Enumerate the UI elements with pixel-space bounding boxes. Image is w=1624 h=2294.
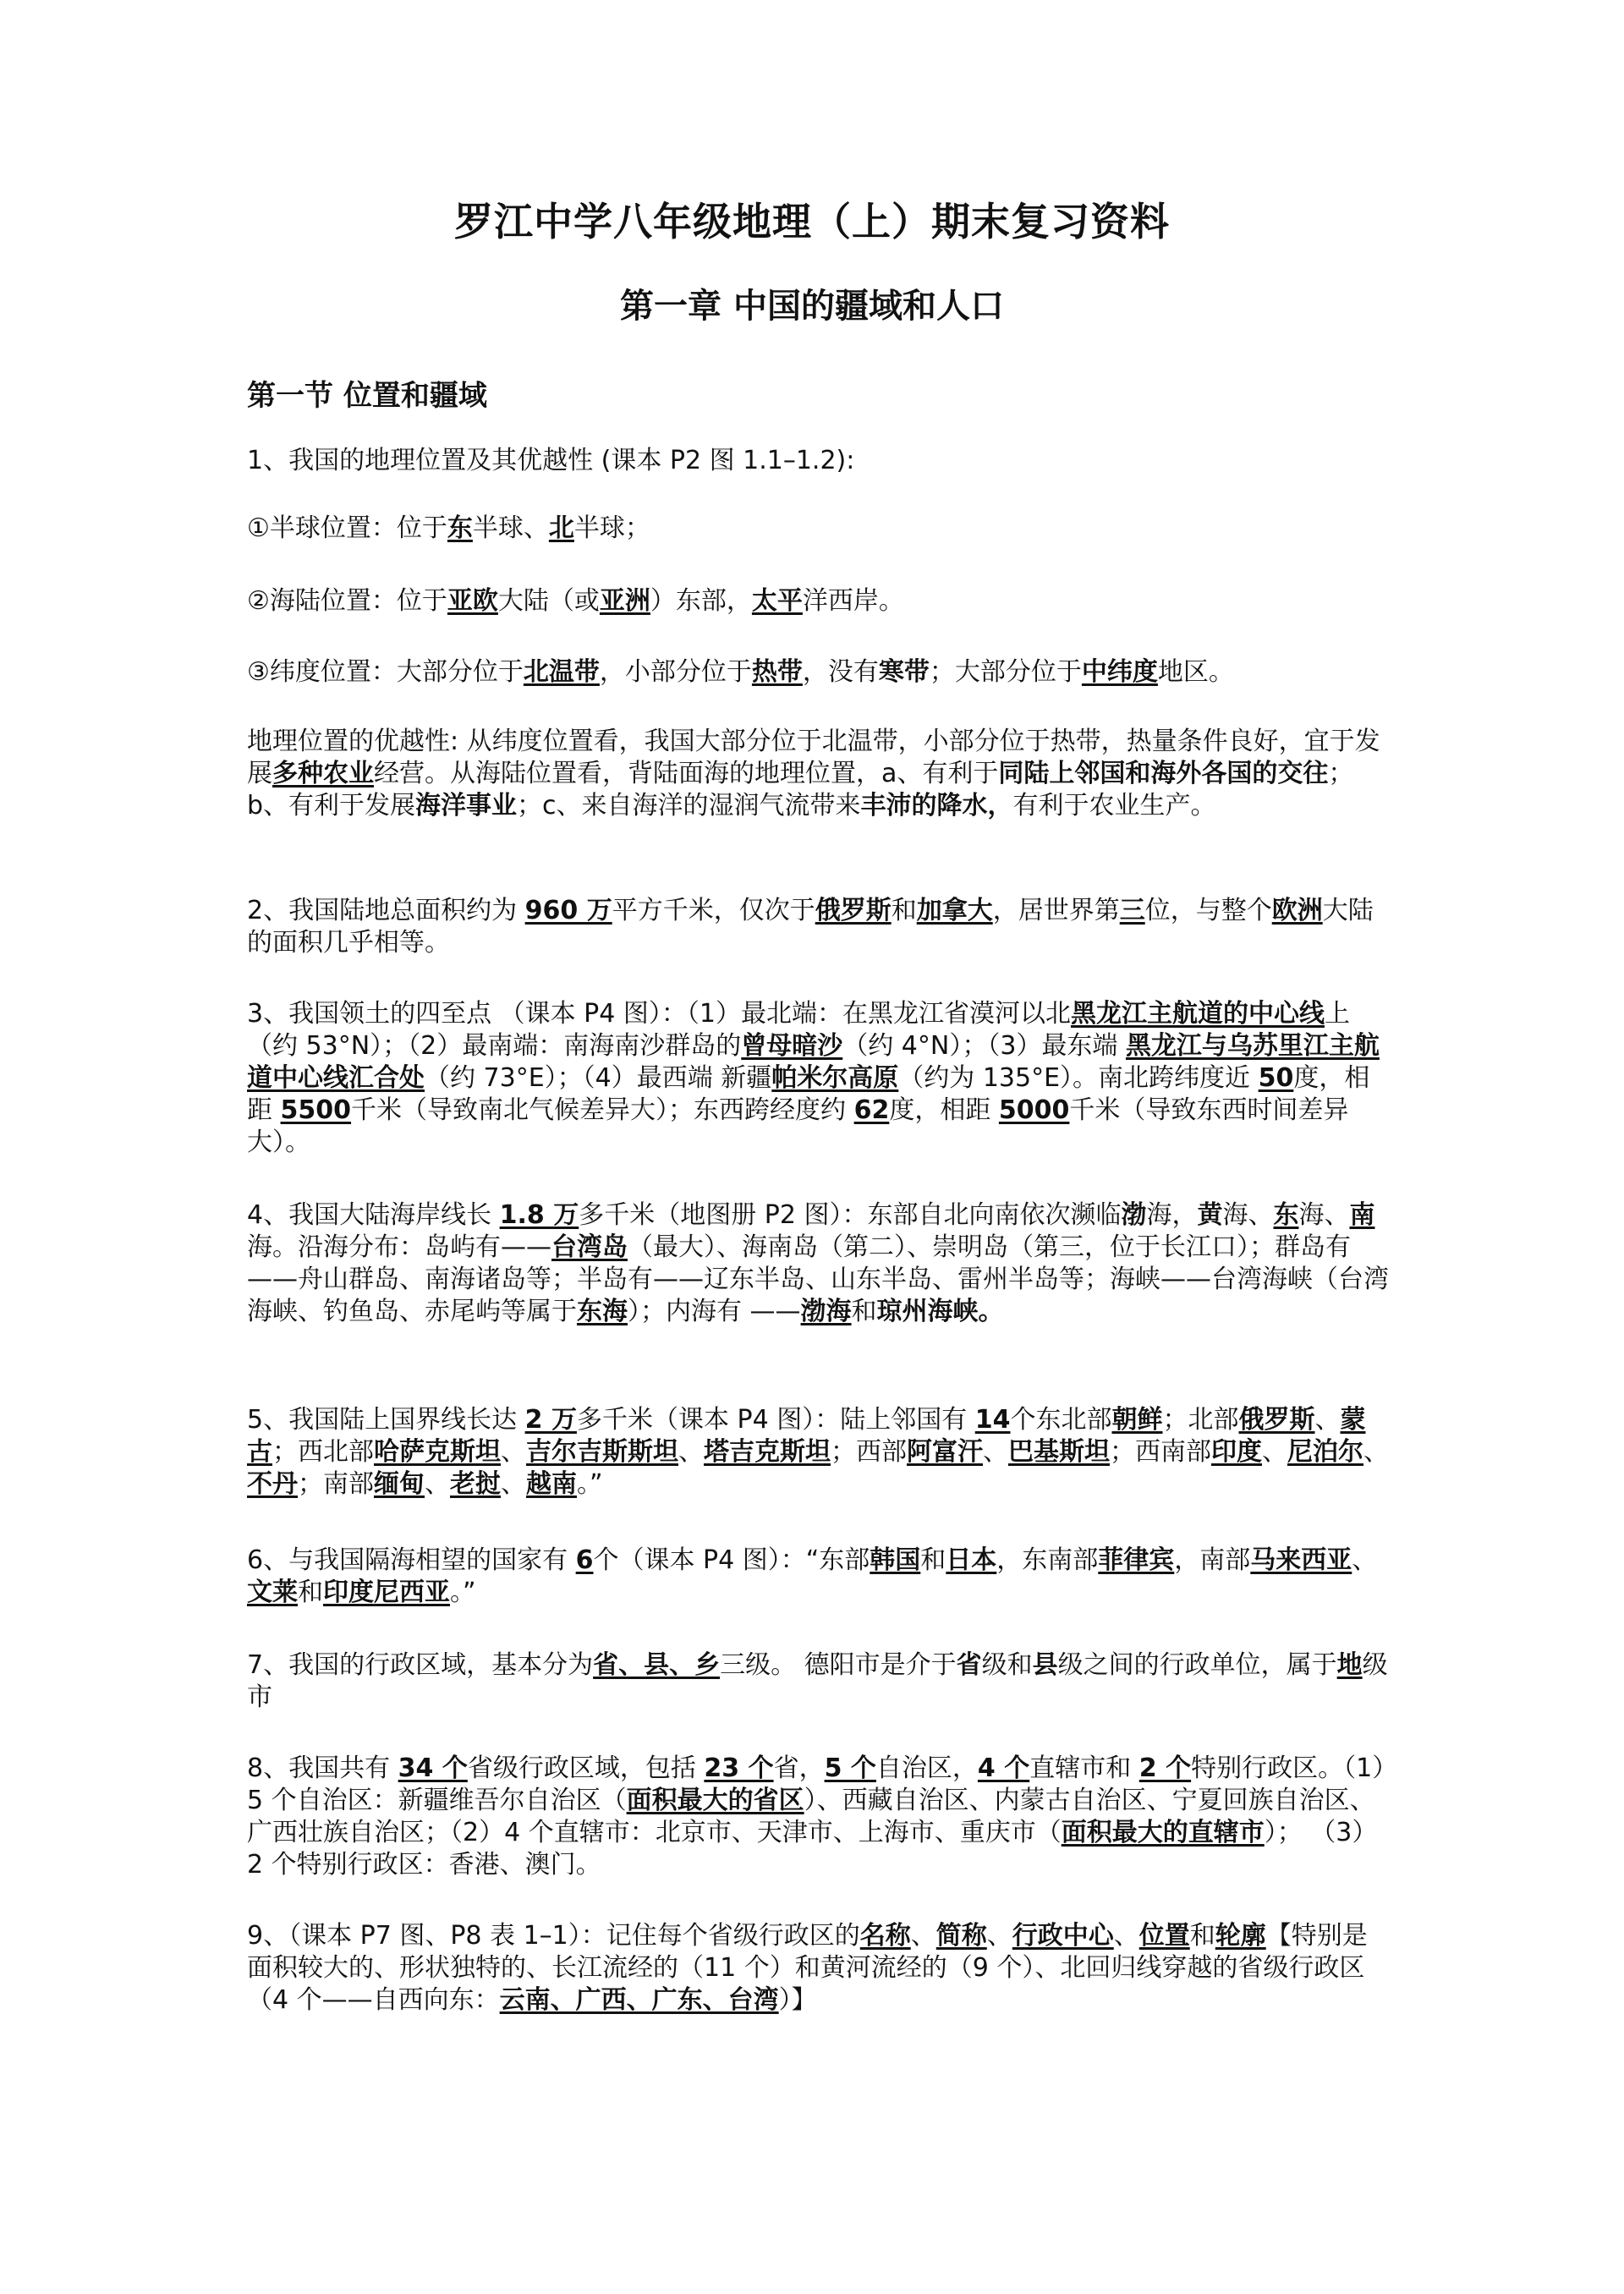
emphasized-term: 尼泊尔 <box>1287 1437 1363 1467</box>
paragraph-3 <box>247 585 1391 617</box>
text-run: 特别行政区。（1）5 个自治区：新疆维吾尔自治区（ <box>247 1753 1385 1815</box>
emphasized-term: 不丹 <box>247 1469 298 1499</box>
emphasized-term: 5 个 <box>824 1753 876 1783</box>
text-run: ，东南部 <box>996 1545 1099 1575</box>
text-run: ；b、有利于发展 <box>247 759 1354 820</box>
text-run: （最大）、海南岛（第二）、崇明岛（第三，位于长江口）；群岛有——舟山群岛、南海诸岛等；半岛有——辽东半岛、山东半岛、雷州半岛等；海峡——台湾海峡（台湾海峡、钓鱼岛、赤尾屿等属于 <box>247 1232 1389 1326</box>
text-run: 经营。从海陆位置看，背陆面海的地理位置，a、有利于 <box>374 759 999 788</box>
emphasized-term: 地 <box>1336 1650 1363 1680</box>
text-run: 上（约 53°N）；（2）最南端：南海南沙群岛的 <box>247 999 1350 1061</box>
emphasized-term: 蒙古 <box>247 1405 1366 1467</box>
text-run: 和 <box>298 1578 323 1607</box>
emphasized-term: 960 万 <box>524 896 612 925</box>
emphasized-term: 帕米尔高原 <box>771 1063 899 1093</box>
emphasized-term: 渤 <box>1121 1200 1147 1230</box>
text-run: 地区。 <box>1157 657 1234 687</box>
text-run: 直辖市和 <box>1029 1753 1139 1783</box>
paragraph-12 <box>247 1753 1391 1881</box>
text-run: 、 <box>501 1437 526 1467</box>
emphasized-term: 34 个 <box>398 1753 468 1783</box>
paragraph-2 <box>247 513 1391 545</box>
text-run: 半球； <box>573 513 650 543</box>
text-run: 。” <box>577 1469 603 1499</box>
emphasized-term: 2 个 <box>1138 1753 1192 1783</box>
emphasized-term: 印度 <box>1211 1437 1262 1467</box>
emphasized-term: 黑龙江主航道的中心线 <box>1070 999 1325 1029</box>
text-run: 、 <box>425 1469 450 1499</box>
text-run: （约 4°N）；（3）最东端 <box>842 1031 1126 1061</box>
paragraph-13 <box>247 1920 1391 2017</box>
text-run: 千米（导致南北气候差异大）；东西跨经度约 <box>351 1095 854 1125</box>
text-run: ；西南部 <box>1110 1437 1211 1467</box>
emphasized-term: 马来西亚 <box>1250 1545 1352 1575</box>
text-run: 、 <box>501 1469 526 1499</box>
text-run: 和 <box>1189 1921 1215 1951</box>
text-run: ）；内海有 —— <box>628 1297 801 1326</box>
text-run: 地理位置的优越性: 从纬度位置看，我国大部分位于北温带，小部分位于热带，热量条件良好，宜于发展 <box>247 727 1380 788</box>
text-run: 度，相距 <box>889 1095 999 1125</box>
emphasized-term: 老挝 <box>450 1469 501 1499</box>
text-run: 、 <box>910 1921 936 1951</box>
emphasized-term: 北温带 <box>523 657 600 687</box>
paragraph-10 <box>247 1545 1391 1609</box>
text-run: 洋西岸。 <box>802 586 904 616</box>
emphasized-term: 东 <box>447 513 473 543</box>
emphasized-term: 亚洲 <box>599 586 650 616</box>
emphasized-term: 太平 <box>751 586 803 616</box>
text-run: 千米（导致东西时间差异大）。 <box>247 1095 1349 1157</box>
text-run: （约 73°E）；（4）最西端 新疆 <box>425 1063 772 1093</box>
emphasized-term: 朝鲜 <box>1111 1405 1163 1435</box>
text-run: 、 <box>678 1437 704 1467</box>
text-run: 级市 <box>247 1650 1388 1712</box>
emphasized-term: 6 <box>575 1545 594 1575</box>
paragraph-8 <box>247 1199 1391 1328</box>
text-run: ）东部， <box>650 586 752 616</box>
emphasized-term: 东海 <box>577 1297 628 1326</box>
emphasized-term: 5000 <box>998 1095 1070 1125</box>
text-run: ；西部 <box>831 1437 907 1467</box>
text-run: 和 <box>891 896 917 925</box>
text-run: ；西北部 <box>272 1437 374 1467</box>
text-run: 位，与整个 <box>1144 896 1272 925</box>
emphasized-term: 吉尔吉斯斯坦 <box>526 1437 678 1467</box>
emphasized-term: 黄 <box>1197 1200 1223 1230</box>
text-run: 多千米（课本 P4 图）：陆上邻国有 <box>576 1405 975 1435</box>
text-run: 省级行政区域，包括 <box>467 1753 705 1783</box>
text-run: 有利于农业生产。 <box>1012 791 1216 820</box>
text-run: 多千米（地图册 P2 图）：东部自北向南依次濒临 <box>579 1200 1122 1230</box>
emphasized-term: 面积最大的省区 <box>626 1786 804 1815</box>
text-run: ②海陆位置：位于 <box>247 586 447 616</box>
paragraph-4 <box>247 656 1391 689</box>
emphasized-term: 南 <box>1349 1200 1375 1230</box>
emphasized-term: 行政中心 <box>1012 1921 1114 1951</box>
text-run: 8、我国共有 <box>247 1753 398 1783</box>
emphasized-term: 亚欧 <box>447 586 498 616</box>
text-run: 、 <box>1113 1921 1139 1951</box>
paragraph-9 <box>247 1404 1391 1501</box>
text-run: 度，相距 <box>247 1063 1370 1125</box>
emphasized-term: 海洋事业 <box>415 791 518 820</box>
emphasized-term: 日本 <box>946 1545 997 1575</box>
text-run: 海。沿海分布：岛屿有—— <box>247 1232 551 1262</box>
text-run: ；c、来自海洋的湿润气流带来 <box>517 791 861 820</box>
text-run: 级之间的行政单位，属于 <box>1057 1650 1337 1680</box>
emphasized-term: 俄罗斯 <box>1238 1405 1315 1435</box>
emphasized-term: 越南 <box>526 1469 577 1499</box>
emphasized-term: 23 个 <box>704 1753 774 1783</box>
text-run: ）、西藏自治区、内蒙古自治区、宁夏回族自治区、广西壮族自治区；（2）4 个直辖市：北京市、天津市、上海市、重庆市（ <box>247 1786 1375 1847</box>
text-run: ；南部 <box>298 1469 374 1499</box>
emphasized-term: 韩国 <box>870 1545 921 1575</box>
text-run: 三级。 德阳市是介于 <box>720 1650 957 1680</box>
text-run: 海， <box>1146 1200 1198 1230</box>
emphasized-term: 加拿大 <box>916 896 993 925</box>
text-run: 和 <box>851 1297 877 1326</box>
emphasized-term: 简称 <box>935 1921 987 1951</box>
text-run: ）； （3）2 个特别行政区：香港、澳门。 <box>247 1818 1378 1880</box>
text-run: ①半球位置：位于 <box>247 513 447 543</box>
emphasized-term: 缅甸 <box>374 1469 425 1499</box>
emphasized-term: 东 <box>1273 1200 1299 1230</box>
emphasized-term: 4 个 <box>977 1753 1030 1783</box>
text-run: ，小部分位于 <box>599 657 752 687</box>
text-run: 海、 <box>1222 1200 1274 1230</box>
emphasized-term: 2 万 <box>524 1405 577 1435</box>
text-run: ，没有 <box>802 657 879 687</box>
emphasized-term: 62 <box>853 1095 890 1125</box>
emphasized-term: 名称 <box>859 1921 911 1951</box>
emphasized-term: 欧洲 <box>1271 896 1323 925</box>
emphasized-term: 丰沛的降水， <box>860 791 1013 820</box>
text-run: ③纬度位置：大部分位于 <box>247 657 524 687</box>
emphasized-term: 5500 <box>280 1095 352 1125</box>
emphasized-term: 琼州海峡。 <box>876 1297 1004 1326</box>
paragraph-5 <box>247 726 1391 822</box>
emphasized-term: 黑龙江与乌苏里江主航道中心线汇合处 <box>247 1031 1380 1093</box>
text-run: 2、我国陆地总面积约为 <box>247 896 525 925</box>
text-run: 4、我国大陆海岸线长 <box>247 1200 500 1230</box>
paragraph-7 <box>247 998 1391 1159</box>
text-run: ；大部分位于 <box>929 657 1082 687</box>
text-run: 9、（课本 P7 图、P8 表 1–1）：记住每个省级行政区的 <box>247 1921 860 1951</box>
text-run: 大陆的面积几乎相等。 <box>247 896 1374 958</box>
emphasized-term: 三 <box>1119 896 1145 925</box>
text-run: 3、我国领土的四至点 （课本 P4 图）：（1）最北端：在黑龙江省漠河以北 <box>247 999 1071 1029</box>
emphasized-term: 曾母暗沙 <box>741 1031 843 1061</box>
section-heading: 第一节 位置和疆域 <box>247 379 487 413</box>
text-run: 1、我国的地理位置及其优越性 (课本 P2 图 1.1–1.2): <box>247 446 855 475</box>
emphasized-term: 省 <box>956 1650 982 1680</box>
text-run: ；北部 <box>1162 1405 1239 1435</box>
emphasized-term: 县 <box>1032 1650 1058 1680</box>
text-run: 自治区， <box>875 1753 978 1783</box>
text-run: 和 <box>920 1545 946 1575</box>
text-run: 、 <box>1262 1437 1287 1467</box>
text-run: 、 <box>986 1921 1012 1951</box>
emphasized-term: 塔吉克斯坦 <box>704 1437 831 1467</box>
text-run: 个东北部 <box>1010 1405 1112 1435</box>
emphasized-term: 1.8 万 <box>499 1200 579 1230</box>
emphasized-term: 文莱 <box>247 1578 298 1607</box>
paragraph-11 <box>247 1649 1391 1714</box>
emphasized-term: 50 <box>1258 1063 1294 1093</box>
emphasized-term: 台湾岛 <box>551 1232 628 1262</box>
text-run: 大陆（或 <box>497 586 600 616</box>
text-run: 、 <box>1363 1437 1389 1467</box>
emphasized-term: 哈萨克斯坦 <box>374 1437 501 1467</box>
text-run: 、 <box>1314 1405 1341 1435</box>
emphasized-term: 云南、广西、广东、台湾 <box>499 1985 779 2015</box>
emphasized-term: 北 <box>548 513 574 543</box>
emphasized-term: 同陆上邻国和海外各国的交往 <box>998 759 1329 788</box>
text-run: 、 <box>983 1437 1008 1467</box>
paragraph-6 <box>247 895 1391 959</box>
emphasized-term: 14 <box>974 1405 1011 1435</box>
text-run: 7、我国的行政区域，基本分为 <box>247 1650 594 1680</box>
text-run: 海、 <box>1298 1200 1350 1230</box>
text-run: 个（课本 P4 图）：“东部 <box>593 1545 870 1575</box>
emphasized-term: 面积最大的直辖市 <box>1061 1818 1265 1847</box>
document-title: 罗江中学八年级地理（上）期末复习资料 <box>454 199 1170 244</box>
paragraph-1 <box>247 445 1391 477</box>
text-run: （约为 135°E）。南北跨纬度近 <box>898 1063 1259 1093</box>
emphasized-term: 巴基斯坦 <box>1008 1437 1110 1467</box>
emphasized-term: 阿富汗 <box>907 1437 983 1467</box>
emphasized-term: 寒带 <box>878 657 930 687</box>
text-run: 。” <box>450 1578 476 1607</box>
text-run: 【特别是面积较大的、形状独特的、长江流经的（11 个）和黄河流经的（9 个）、北回归线穿越的省级行政区（4 个——自西向东： <box>247 1921 1368 2015</box>
emphasized-term: 菲律宾 <box>1098 1545 1175 1575</box>
text-run: 省， <box>773 1753 825 1783</box>
text-run: 半球、 <box>472 513 549 543</box>
text-run: 6、与我国隔海相望的国家有 <box>247 1545 576 1575</box>
text-run: 平方千米，仅次于 <box>612 896 815 925</box>
text-run: ，居世界第 <box>992 896 1120 925</box>
emphasized-term: 热带 <box>751 657 803 687</box>
text-run: ）】 <box>778 1985 817 2015</box>
emphasized-term: 中纬度 <box>1081 657 1158 687</box>
text-run: 级和 <box>981 1650 1033 1680</box>
chapter-heading: 第一章 中国的疆域和人口 <box>620 287 1004 326</box>
text-run: ，南部 <box>1174 1545 1251 1575</box>
emphasized-term: 渤海 <box>800 1297 852 1326</box>
emphasized-term: 省、县、乡 <box>593 1650 721 1680</box>
text-run: 、 <box>1352 1545 1378 1575</box>
emphasized-term: 多种农业 <box>272 759 374 788</box>
emphasized-term: 位置 <box>1138 1921 1190 1951</box>
text-run: 5、我国陆上国界线长达 <box>247 1405 525 1435</box>
emphasized-term: 轮廓 <box>1215 1921 1266 1951</box>
emphasized-term: 俄罗斯 <box>815 896 892 925</box>
emphasized-term: 印度尼西亚 <box>323 1578 450 1607</box>
